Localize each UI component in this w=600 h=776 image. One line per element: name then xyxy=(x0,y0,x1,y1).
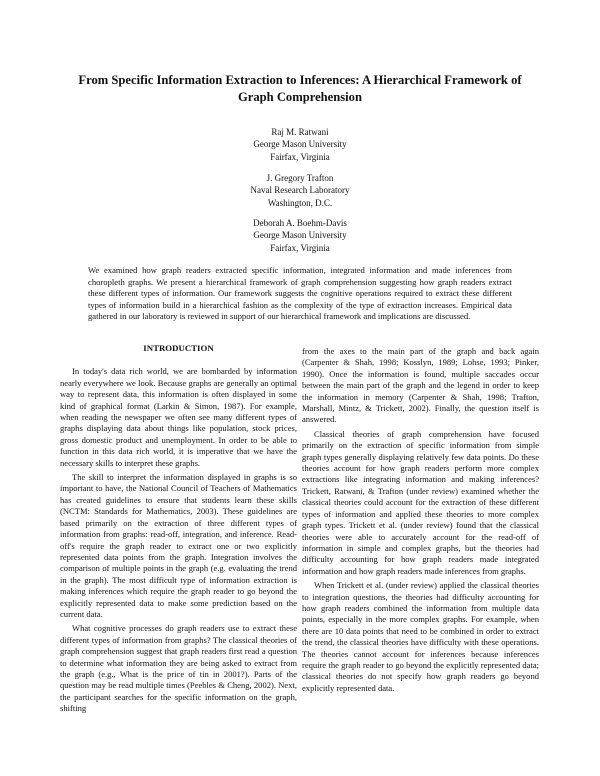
author-location: Fairfax, Virginia xyxy=(270,151,330,162)
body-paragraph: When Trickett et al. (under review) applied the classical theories to integration questions, the theories had difficulty accounting for how graph readers combined the information from multiple data points, especially in the more complex graphs. For example, when there are 10 data points that need to be combined in order to extract the trend, the classical theories have difficulty with these operations. The theories cannot account for inferences because inferences require the graph reader to go beyond the explicitly represented data; classical theories do not specify how graph readers go beyond explicitly represented data. xyxy=(302,580,539,693)
author-affiliation: Naval Research Laboratory xyxy=(250,185,350,196)
body-paragraph: In today's data rich world, we are bombarded by information nearly everywhere we look. Because graphs are generally an optimal way to represent data, this information is often displayed in some kind of graphical format (Larkin & Simon, 1987). For example, when reading the newspaper we often see many different types of graphs displaying data about things like population, stock prices, gross domestic product and unemployment. In order to be able to function in this data rich world, it is imperative that we have the necessary skills to interpret these graphs. xyxy=(60,366,297,468)
body-paragraph: What cognitive processes do graph readers use to extract these different types of information from graphs? The classical theories of graph comprehension suggest that graph readers first read a question to determine what information they are being asked to extract from the graph (e.g., What is the price of tin in 2001?). Parts of the question may be read multiple times (Peebles & Cheng, 2002). Next, the participant searches for the specific information on the graph, shifting xyxy=(60,623,297,714)
paper-title: From Specific Information Extraction to Inferences: A Hierarchical Framework of Graph Comprehension xyxy=(78,73,522,104)
author-affiliation: George Mason University xyxy=(253,139,347,150)
author-block-3 xyxy=(150,217,450,254)
right-column xyxy=(302,346,539,694)
abstract: We examined how graph readers extracted specific information, integrated information and made inferences from choropleth graphs. We present a hierarchical framework of graph comprehension suggesting how graph readers extract these different types of information. Our framework suggests the cognitive operations required to extract these different types of information build in a hierarchical fashion as the complexity of the type of extraction increases. Empirical data gathered in our laboratory is reviewed in support of our hierarchical framework and implications are discussed. xyxy=(88,265,512,322)
author-name: Raj M. Ratwani xyxy=(271,127,329,137)
author-name: Deborah A. Boehm-Davis xyxy=(253,218,347,228)
author-name: J. Gregory Trafton xyxy=(266,173,334,183)
left-column xyxy=(60,343,297,715)
author-affiliation: George Mason University xyxy=(253,230,347,241)
author-location: Washington, D.C. xyxy=(267,197,333,208)
author-block-1 xyxy=(150,126,450,163)
body-paragraph: from the axes to the main part of the graph and back again (Carpenter & Shah, 1998; Kosslyn, 1989; Lohse, 1993; Pinker, 1990). Once the information is found, multiple saccades occur between the main part of the graph and the legend in order to keep the information in memory (Carpenter & Shah, 1998; Trafton, Marshall, Mintz, & Trickett, 2002). Finally, the question itself is answered. xyxy=(302,346,539,425)
author-block-2 xyxy=(150,172,450,209)
body-paragraph: Classical theories of graph comprehension have focused primarily on the extraction of specific information from simple graph types generally displaying relatively few data points. Do these theories account for how graph readers perform more complex extractions like integrating information and making inferences? Trickett, Ratwani, & Trafton (under review) examined whether the classical theories could account for the extraction of these different types of information and applied these theories to more complex graph types. Trickett et al. (under review) found that the classical theories were able to accurately account for the read-off of information in simple and complex graphs, but the theories had difficulty accounting for how graph readers made integrated information and how graph readers made inferences from graphs. xyxy=(302,428,539,576)
author-location: Fairfax, Virginia xyxy=(270,242,330,253)
body-paragraph: The skill to interpret the information displayed in graphs is so important to have, the National Council of Teachers of Mathematics has created guidelines to ensure that students learn these skills (NCTM: Standards for Mathematics, 2003). These guidelines are based primarily on the extraction of three different types of information from graphs: read-off, integration, and inference. Read-off's require the graph reader to extract one or two explicitly represented data points from the graph. Integration involves the comparison of multiple points in the graph (e.g. evaluating the trend in the graph). The most difficult type of information extraction is making inferences which require the graph reader to go beyond the explicitly represented data to make some prediction based on the current data. xyxy=(60,472,297,619)
section-heading: INTRODUCTION xyxy=(143,343,214,353)
